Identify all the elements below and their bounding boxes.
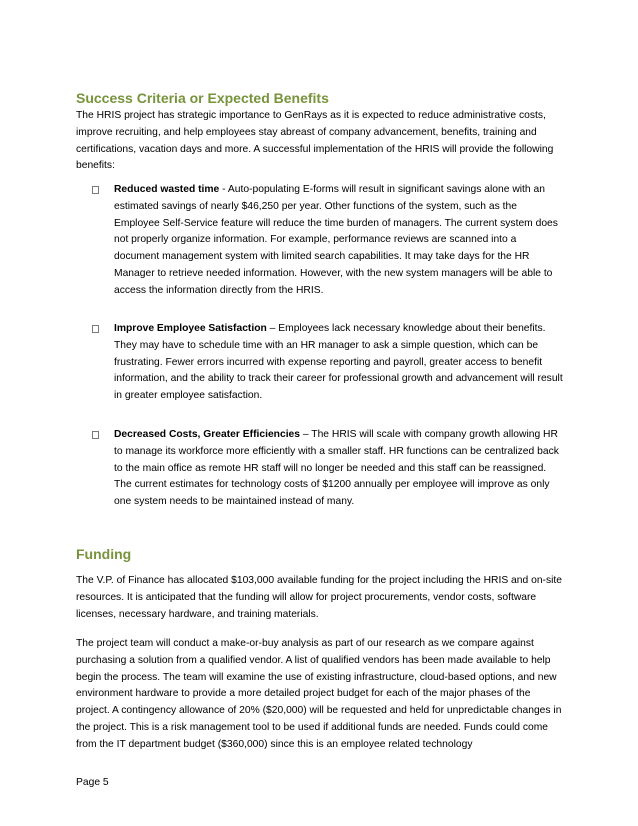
benefit-title: Reduced wasted time (114, 184, 220, 195)
benefit-title: Improve Employee Satisfaction (114, 323, 267, 334)
success-intro-paragraph: The HRIS project has strategic importance to GenRays as it is expected to reduce administrative costs, improve recruiting, and help employees stay abreast of company advancement, benefits, training and certifications, vacation days and more. A successful implementation of the HRIS will provide the following benefits: (76, 110, 554, 172)
page-number: Page 5 (76, 777, 109, 788)
benefit-body: – The HRIS will scale with company growth allowing HR to manage its workforce more efficiently with a smaller staff. HR functions can be centralized back to the main office as remote HR staff will no longer be needed and this staff can be reassigned. The current estimates for technology costs of $1200 annually per employee will improve as only one system needs to be maintained instead of many. (114, 429, 559, 508)
benefit-title: Decreased Costs, Greater Efficiencies (114, 429, 301, 440)
funding-paragraph-1: The V.P. of Finance has allocated $103,000 available funding for the project including the HRIS and on-site resources. It is anticipated that the funding will allow for project procurements, vendor costs, software licenses, necessary hardware, and training materials. (76, 575, 562, 620)
funding-heading: Funding (76, 546, 132, 562)
success-heading: Success Criteria or Expected Benefits (76, 90, 329, 106)
bullet-box-icon (92, 431, 99, 439)
bullet-box-icon (92, 186, 99, 194)
funding-paragraph-2: The project team will conduct a make-or-buy analysis as part of our research as we compare against purchasing a solution from a qualified vendor. A list of qualified vendors has been made available to help begin the process. The team will examine the use of existing infrastructure, cloud-based options, and new environment hardware to provide a more detailed project budget for each of the major phases of the project. A contingency allowance of 20% ($20,000) will be requested and held for unpredictable changes in the project. This is a risk management tool to be used if additional funds are needed. Funds could come from the IT department budget ($360,000) since this is an employee related technology (76, 638, 562, 750)
benefit-body: - Auto-populating E-forms will result in significant savings alone with an estimated savings of nearly $46,250 per year. Other functions of the system, such as the Employee Self-Service feature will reduce the time burden of managers. The current system does not properly organize information. For example, performance reviews are scanned into a document management system with limited search capabilities. It may take days for the HR Manager to retrieve needed information. However, with the new system managers will be able to access the information directly from the HRIS. (114, 184, 558, 296)
bullet-box-icon (92, 325, 99, 333)
benefit-body: – Employees lack necessary knowledge about their benefits. They may have to schedule time with an HR manager to ask a simple question, which can be frustrating. Fewer errors incurred with expense reporting and payroll, greater access to benefit information, and the ability to track their career for professional growth and advancement will result in greater employee satisfaction. (114, 323, 563, 402)
